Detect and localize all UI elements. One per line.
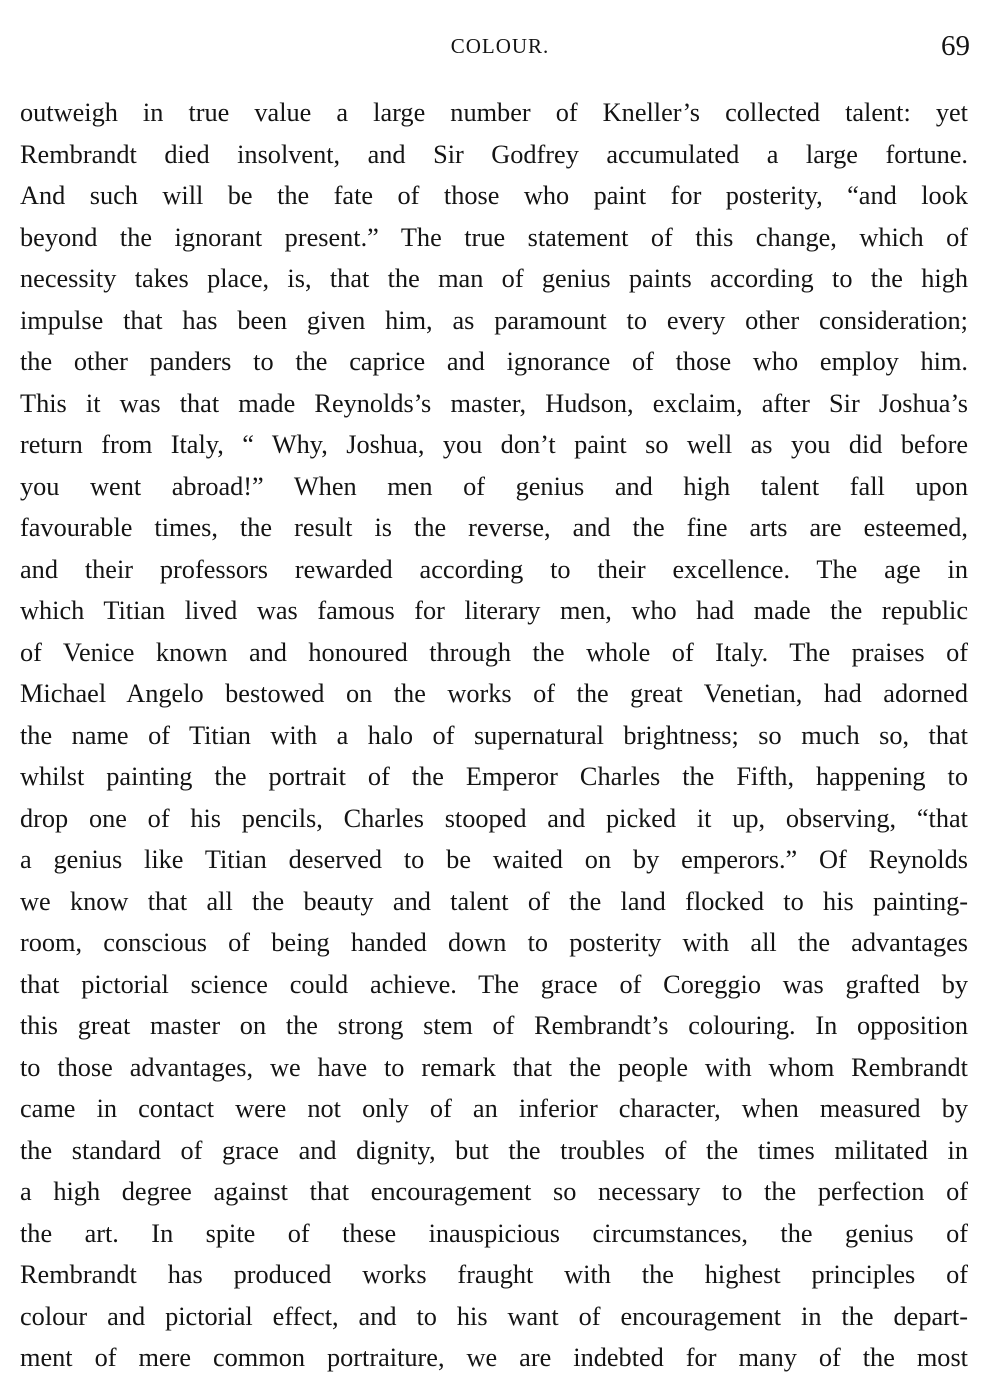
text-line: the art. In spite of these inauspicious circumstances, the genius of <box>20 1218 968 1248</box>
text-line: to those advantages, we have to remark that the people with whom Rembrandt <box>20 1052 968 1082</box>
text-line: Rembrandt died insolvent, and Sir Godfrey accumulated a large fortune. <box>20 139 968 169</box>
text-line: of Venice known and honoured through the whole of Italy. The praises of <box>20 637 968 667</box>
text-line: the name of Titian with a halo of supernatural brightness; so much so, that <box>20 720 968 750</box>
text-line: room, conscious of being handed down to posterity with all the advantages <box>20 928 968 957</box>
text-line: favourable times, the result is the reverse, and the fine arts are esteemed, <box>20 513 968 542</box>
text-line: Rembrandt has produced works fraught with the highest principles of <box>20 1260 968 1289</box>
text-line: the standard of grace and dignity, but the troubles of the times militated in <box>20 1135 968 1165</box>
text-line: outweigh in true value a large number of Kneller’s collected talent: yet <box>20 98 968 127</box>
text-line: necessity takes place, is, that the man of genius paints according to the high <box>20 264 968 293</box>
text-line: this great master on the strong stem of Rembrandt’s colouring. In opposition <box>20 1011 968 1040</box>
running-head <box>0 30 1000 62</box>
text-line: Michael Angelo bestowed on the works of the great Venetian, had adorned <box>20 679 968 708</box>
text-line: and their professors rewarded according to their excellence. The age in <box>20 554 968 584</box>
text-line: beyond the ignorant present.” The true statement of this change, which of <box>20 222 968 252</box>
text-line: And such will be the fate of those who paint for posterity, “and look <box>20 181 968 210</box>
text-line: This it was that made Reynolds’s master, Hudson, exclaim, after Sir Joshua’s <box>20 388 968 418</box>
text-line: the other panders to the caprice and ignorance of those who employ him. <box>20 347 968 376</box>
text-line: a genius like Titian deserved to be waited on by emperors.” Of Reynolds <box>20 845 968 874</box>
text-line: whilst painting the portrait of the Emperor Charles the Fifth, happening to <box>20 762 968 791</box>
text-line: which Titian lived was famous for literary men, who had made the republic <box>20 596 968 625</box>
text-line: came in contact were not only of an inferior character, when measured by <box>20 1094 968 1123</box>
text-line: colour and pictorial effect, and to his want of encouragement in the depart- <box>20 1301 968 1331</box>
text-line: ment of mere common portraiture, we are indebted for many of the most <box>20 1343 968 1372</box>
text-line: impulse that has been given him, as paramount to every other consideration; <box>20 305 968 335</box>
page-number: 69 <box>941 30 970 62</box>
body-text <box>20 92 968 1379</box>
text-line: a high degree against that encouragement so necessary to the perfection of <box>20 1177 968 1206</box>
text-line: that pictorial science could achieve. The grace of Coreggio was grafted by <box>20 969 968 999</box>
text-line: drop one of his pencils, Charles stooped and picked it up, observing, “that <box>20 803 968 833</box>
running-title: COLOUR. <box>450 34 550 58</box>
text-line: you went abroad!” When men of genius and high talent fall upon <box>20 471 968 501</box>
text-line: we know that all the beauty and talent of the land flocked to his painting- <box>20 886 968 916</box>
text-line: return from Italy, “ Why, Joshua, you don’t paint so well as you did before <box>20 430 968 459</box>
